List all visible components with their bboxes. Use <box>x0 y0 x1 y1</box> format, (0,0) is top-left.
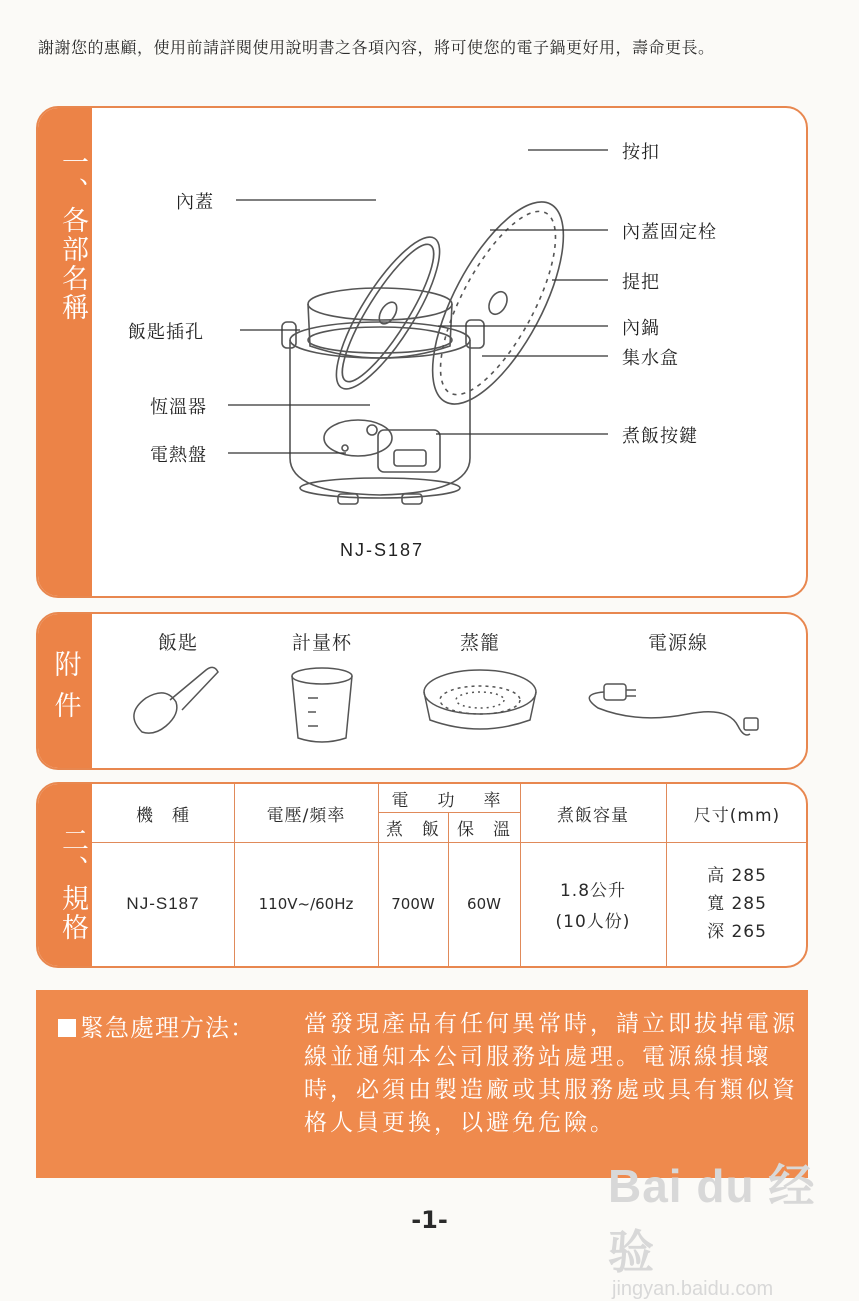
watermark-url: jingyan.baidu.com <box>612 1278 774 1300</box>
header-model: 機 種 <box>136 805 190 826</box>
capacity-liters: 1.8公升 <box>559 881 627 901</box>
specs-section <box>36 782 808 968</box>
label-spoon-holder: 飯匙插孔 <box>128 322 204 343</box>
steamer-icon <box>424 670 536 729</box>
accessory-cup-label: 計量杯 <box>291 632 353 654</box>
accessory-steamer-label: 蒸籠 <box>459 632 501 654</box>
row-voltage: 110V~/60Hz <box>258 895 354 913</box>
row-cook-power: 700W <box>391 895 435 913</box>
model-caption: NJ-S187 <box>340 540 425 560</box>
label-thermostat: 恆溫器 <box>150 397 207 418</box>
label-water-collector: 集水盒 <box>622 348 679 369</box>
label-lid-button: 按扣 <box>622 142 660 163</box>
header-power: 電 功 率 <box>391 790 507 811</box>
size-width: 寬 285 <box>707 894 767 914</box>
power-cord-icon <box>589 684 758 735</box>
accessory-spoon-label: 飯匙 <box>157 632 199 654</box>
parts-tab: 一、各部名稱 <box>38 108 92 596</box>
emergency-title-text: 緊急處理方法： <box>80 1014 255 1042</box>
label-heating-plate: 電熱盤 <box>150 445 207 466</box>
accessories-drawings <box>38 614 808 770</box>
intro-text: 謝謝您的惠顧，使用前請詳閱使用說明書之各項內容，將可使您的電子鍋更好用，壽命更長。 <box>38 38 715 57</box>
parts-section <box>36 106 808 598</box>
label-inner-lid: 內蓋 <box>176 192 214 213</box>
accessories-tab: 附件 <box>38 614 92 768</box>
spoon-icon <box>134 667 218 733</box>
row-size <box>666 842 808 966</box>
watermark-main: Bai du 经验 <box>608 1160 816 1278</box>
header-size: 尺寸(mm) <box>693 805 781 826</box>
row-warm-power: 60W <box>467 895 501 913</box>
inner-lid-drawing <box>319 225 456 402</box>
row-capacity <box>520 842 666 966</box>
capacity-servings: (10人份) <box>555 912 631 932</box>
label-inner-pot: 內鍋 <box>622 318 660 339</box>
label-cook-button: 煮飯按鍵 <box>622 426 698 447</box>
square-bullet-icon <box>58 1019 76 1037</box>
measuring-cup-icon <box>292 668 352 742</box>
label-handle: 提把 <box>622 272 660 293</box>
accessories-section <box>36 612 808 770</box>
rice-cooker-diagram <box>38 108 808 598</box>
accessory-cord-label: 電源線 <box>647 632 709 654</box>
spec-table <box>92 784 808 966</box>
size-depth: 深 265 <box>707 922 767 942</box>
baidu-watermark <box>608 1150 848 1301</box>
outer-lid-drawing <box>407 183 590 422</box>
page-number: -1- <box>411 1206 448 1234</box>
header-cook: 煮 飯 <box>386 819 440 840</box>
specs-tab: 二、規格 <box>38 784 92 966</box>
size-height: 高 285 <box>707 866 767 886</box>
header-voltage: 電壓/頻率 <box>266 805 346 826</box>
header-capacity: 煮飯容量 <box>557 805 629 826</box>
label-lid-pin: 內蓋固定栓 <box>622 222 717 243</box>
row-model: NJ-S187 <box>126 894 200 913</box>
emergency-title <box>58 1008 255 1043</box>
header-warm: 保 溫 <box>457 819 511 840</box>
emergency-text: 當發現產品有任何異常時，請立即拔掉電源線並通知本公司服務站處理。電源線損壞時，必須由製造廠或其服務處或具有類似資格人員更換，以避免危險。 <box>304 1011 798 1136</box>
